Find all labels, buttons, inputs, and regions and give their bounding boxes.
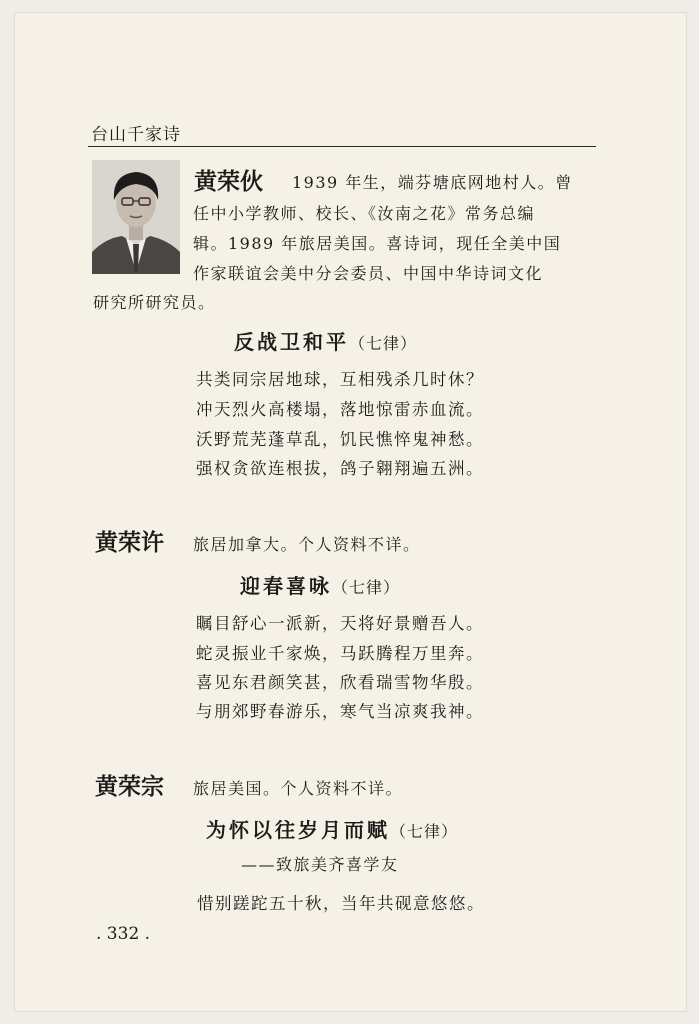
poem-form: （七律） [332, 578, 401, 597]
poet-name: 黄荣许 [95, 530, 164, 556]
poem-subtitle: ——致旅美齐喜学友 [241, 855, 399, 874]
poem-title [206, 814, 458, 843]
page-number: . 332 . [96, 924, 151, 944]
poem-form: （七律） [390, 822, 459, 841]
author-portrait [92, 160, 180, 274]
author-portrait-image [92, 160, 180, 274]
poem-verse: 蛇灵振业千家焕，马跃腾程万里奔。 [196, 644, 484, 663]
poet-bio-line: 任中小学教师、校长、《汝南之花》常务总编 [193, 204, 536, 223]
poem-verse: 与朋郊野春游乐，寒气当凉爽我神。 [196, 702, 484, 721]
poem-title-text: 为怀以往岁月而赋 [206, 818, 390, 842]
poet-bio-line: 作家联谊会美中分会委员、中国中华诗词文化 [193, 264, 544, 283]
book-title-header: 台山千家诗 [91, 125, 181, 145]
poem-verse: 喜见东君颜笑甚，欣看瑞雪物华殷。 [196, 673, 484, 692]
poem-verse: 瞩目舒心一派新，天将好景赠吾人。 [196, 614, 484, 633]
poem-verse: 共类同宗居地球，互相残杀几时休？ [196, 370, 484, 389]
poem-form: （七律） [349, 334, 418, 353]
poet-bio-line: 1939 年生，端芬塘底网地村人。曾 [292, 173, 573, 192]
poet-bio-line: 旅居加拿大。个人资料不详。 [193, 535, 421, 554]
poet-bio-line: 辑。1989 年旅居美国。喜诗词，现任全美中国 [193, 234, 562, 253]
poem-verse: 惜别蹉跎五十秋，当年共砚意悠悠。 [197, 894, 485, 913]
poem-verse: 强权贪欲连根拔，鸽子翱翔遍五洲。 [196, 459, 484, 478]
poem-title [234, 326, 417, 355]
poem-title-text: 迎春喜咏 [240, 574, 332, 598]
poem-verse: 沃野荒芜蓬草乱，饥民憔悴鬼神愁。 [196, 430, 484, 449]
poet-bio-line: 研究所研究员。 [93, 293, 216, 312]
poet-name: 黄荣宗 [95, 774, 164, 800]
poem-title-text: 反战卫和平 [234, 330, 349, 354]
poet-bio-line: 旅居美国。个人资料不详。 [193, 779, 404, 798]
poet-name: 黄荣伙 [194, 169, 263, 195]
header-rule [88, 146, 596, 147]
poem-title [240, 570, 400, 599]
poem-verse: 冲天烈火高楼塌，落地惊雷赤血流。 [196, 400, 484, 419]
